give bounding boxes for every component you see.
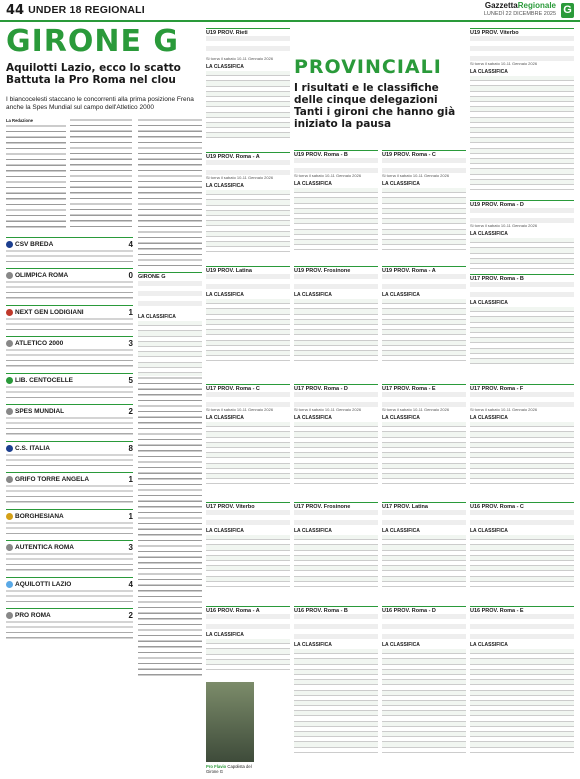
- round-box: [294, 150, 378, 262]
- away-score: 3: [128, 543, 133, 552]
- round-resume-date: Si torna il sabato 10-11 Gennaio 2026: [382, 173, 450, 178]
- standings-rows: [382, 422, 466, 484]
- round-classifica-label: LA CLASSIFICA: [470, 231, 508, 237]
- round-classifica-label: LA CLASSIFICA: [294, 415, 332, 421]
- round-classifica-label: LA CLASSIFICA: [382, 415, 420, 421]
- standings-rows: [294, 649, 378, 753]
- round-box: [206, 606, 290, 678]
- standings-rows: [206, 535, 290, 587]
- away-team: SPES MUNDIAL: [15, 408, 65, 415]
- round-results: [470, 208, 574, 223]
- round-classifica-label: LA CLASSIFICA: [382, 181, 420, 187]
- byline: La Redazione: [6, 118, 33, 123]
- away-score: 2: [128, 611, 133, 620]
- standings-rows: [206, 190, 290, 252]
- player-photo: [206, 682, 254, 762]
- standings-rows: [206, 422, 290, 484]
- team-crest-icon: [6, 309, 13, 316]
- round-box: [294, 606, 378, 766]
- page-number: 44: [6, 2, 25, 18]
- home-team: CSV BREDA: [15, 241, 54, 248]
- round-results: [470, 392, 574, 407]
- left-article-body: [6, 118, 66, 230]
- round-classifica-label: LA CLASSIFICA: [294, 292, 332, 298]
- home-team: BORGHESIANA: [15, 513, 64, 520]
- round-results: [470, 282, 574, 297]
- standings-rows: [206, 71, 290, 138]
- round-results: [382, 614, 466, 639]
- away-team: ATLETICO 2000: [15, 340, 64, 347]
- team-crest-icon: [6, 581, 13, 588]
- match-block: [6, 441, 133, 506]
- girone-kicker: GIRONE G: [6, 24, 180, 59]
- round-box: [382, 150, 466, 262]
- round-title: U19 PROV. Roma - B: [294, 152, 348, 158]
- round-box: [470, 606, 574, 766]
- team-crest-icon: [6, 408, 13, 415]
- left-article-deck: I biancocelesti staccano le concorrenti alla prima posizione Frena anche la Spes Mundial sul campo dell'Atletico 2000: [6, 96, 194, 111]
- round-results: [470, 36, 574, 61]
- round-title: U17 PROV. Latina: [382, 504, 428, 510]
- match-block: [6, 237, 133, 302]
- round-box: [470, 502, 574, 602]
- match-filler: [6, 453, 133, 469]
- team-crest-icon: [6, 513, 13, 520]
- round-box: [206, 384, 290, 496]
- match-filler: [6, 317, 133, 333]
- round-results: [294, 392, 378, 407]
- round-title: U16 PROV. Roma - E: [470, 608, 524, 614]
- round-resume-date: Si torna il sabato 10-11 Gennaio 2026: [294, 407, 362, 412]
- standings-rows: [294, 535, 378, 587]
- away-team: AUTENTICA ROMA: [15, 544, 74, 551]
- round-box: [206, 28, 290, 148]
- match-away: [6, 540, 133, 552]
- girone-g-results: [138, 281, 202, 311]
- round-classifica-label: LA CLASSIFICA: [206, 183, 244, 189]
- round-box: [294, 266, 378, 378]
- round-classifica-label: LA CLASSIFICA: [206, 292, 244, 298]
- round-results: [470, 614, 574, 639]
- round-classifica-label: LA CLASSIFICA: [382, 292, 420, 298]
- match-block: [6, 373, 133, 438]
- round-classifica-label: LA CLASSIFICA: [382, 642, 420, 648]
- left-article-body-2: [70, 118, 132, 230]
- standings-rows: [470, 649, 574, 753]
- round-resume-date: Si torna il sabato 10-11 Gennaio 2026: [382, 407, 450, 412]
- match-home: [6, 373, 133, 385]
- round-title: U17 PROV. Roma - D: [294, 386, 348, 392]
- round-resume-date: Si torna il sabato 10-11 Gennaio 2026: [470, 61, 538, 66]
- round-box: [206, 266, 290, 378]
- round-classifica-label: LA CLASSIFICA: [470, 528, 508, 534]
- match-home: [6, 577, 133, 589]
- round-box: [382, 606, 466, 766]
- match-filler: [6, 385, 133, 401]
- left-article-title: Aquilotti Lazio, ecco lo scatto Battuta la Pro Roma nel clou: [6, 62, 181, 86]
- team-crest-icon: [6, 340, 13, 347]
- round-box: [206, 502, 290, 602]
- round-results: [206, 274, 290, 289]
- standings-rows: [294, 422, 378, 484]
- round-title: U16 PROV. Roma - A: [206, 608, 260, 614]
- round-title: U19 PROV. Frosinone: [294, 268, 351, 274]
- away-score: 0: [128, 271, 133, 280]
- home-team: AQUILOTTI LAZIO: [15, 581, 72, 588]
- round-results: [382, 274, 466, 289]
- round-title: U17 PROV. Roma - B: [470, 276, 524, 282]
- round-box: [470, 200, 574, 270]
- round-box: [206, 152, 290, 262]
- away-score: 3: [128, 339, 133, 348]
- round-results: [294, 510, 378, 525]
- match-away: [6, 472, 133, 484]
- round-title: U19 PROV. Roma - C: [382, 152, 436, 158]
- match-filler: [6, 416, 133, 438]
- match-block: [6, 509, 133, 574]
- round-title: U17 PROV. Viterbo: [206, 504, 255, 510]
- match-filler: [6, 348, 133, 370]
- match-filler: [6, 589, 133, 605]
- round-results: [382, 510, 466, 525]
- home-score: 4: [128, 580, 133, 589]
- girone-g-title: GIRONE G: [138, 274, 166, 280]
- round-results: [382, 392, 466, 407]
- photo-caption-text: Capolista del Girone G: [206, 764, 252, 774]
- girone-g-classifica-label: LA CLASSIFICA: [138, 314, 176, 320]
- standings-rows: [470, 238, 574, 269]
- away-team: GRIFO TORRE ANGELA: [15, 476, 90, 483]
- match-home: [6, 305, 133, 317]
- provinciali-kicker: PROVINCIALI: [294, 56, 442, 78]
- standings-rows: [382, 649, 466, 753]
- section-title: UNDER 18 REGIONALI: [28, 4, 145, 16]
- match-away: [6, 336, 133, 348]
- home-score: 4: [128, 240, 133, 249]
- round-classifica-label: LA CLASSIFICA: [206, 528, 244, 534]
- left-article-body-3: [138, 118, 202, 268]
- round-classifica-label: LA CLASSIFICA: [206, 64, 244, 70]
- round-resume-date: Si torna il sabato 10-11 Gennaio 2026: [470, 223, 538, 228]
- round-title: U16 PROV. Roma - C: [470, 504, 524, 510]
- round-classifica-label: LA CLASSIFICA: [382, 528, 420, 534]
- round-resume-date: Si torna il sabato 10-11 Gennaio 2026: [206, 56, 274, 61]
- team-crest-icon: [6, 272, 13, 279]
- round-classifica-label: LA CLASSIFICA: [294, 528, 332, 534]
- round-resume-date: Si torna il sabato 10-11 Gennaio 2026: [294, 173, 362, 178]
- standings-rows: [382, 188, 466, 250]
- standings-rows: [294, 299, 378, 361]
- brand-suffix: Regionale: [517, 1, 556, 10]
- round-classifica-label: LA CLASSIFICA: [294, 181, 332, 187]
- round-title: U19 PROV. Latina: [206, 268, 252, 274]
- standings-rows: [470, 422, 574, 484]
- team-crest-icon: [6, 241, 13, 248]
- round-box: [382, 266, 466, 378]
- round-box: [294, 502, 378, 602]
- team-crest-icon: [6, 377, 13, 384]
- match-filler: [6, 552, 133, 574]
- round-title: U19 PROV. Roma - D: [470, 202, 524, 208]
- standings-rows: [470, 307, 574, 364]
- round-classifica-label: LA CLASSIFICA: [206, 632, 244, 638]
- match-away: [6, 608, 133, 620]
- middle-col-texts: [138, 376, 202, 676]
- round-results: [206, 614, 290, 629]
- brand-logo-icon: G: [561, 3, 574, 18]
- round-title: U19 PROV. Viterbo: [470, 30, 519, 36]
- masthead: [484, 2, 556, 18]
- round-box: [470, 28, 574, 198]
- match-away: [6, 268, 133, 280]
- round-title: U19 PROV. Roma - A: [206, 154, 260, 160]
- standings-rows: [470, 76, 574, 190]
- match-home: [6, 509, 133, 521]
- team-crest-icon: [6, 612, 13, 619]
- match-block: [6, 305, 133, 370]
- standings-rows: [382, 535, 466, 587]
- home-score: 5: [128, 376, 133, 385]
- match-filler: [6, 484, 133, 506]
- round-classifica-label: LA CLASSIFICA: [470, 415, 508, 421]
- round-title: U17 PROV. Roma - F: [470, 386, 524, 392]
- home-score: 1: [128, 512, 133, 521]
- round-box: [470, 274, 574, 378]
- issue-date: LUNEDÌ 22 DICEMBRE 2025: [483, 11, 556, 17]
- away-score: 1: [128, 475, 133, 484]
- home-score: 8: [128, 444, 133, 453]
- round-classifica-label: LA CLASSIFICA: [470, 642, 508, 648]
- standings-rows: [206, 299, 290, 361]
- team-crest-icon: [6, 445, 13, 452]
- round-box: [382, 384, 466, 496]
- round-title: U17 PROV. Roma - E: [382, 386, 436, 392]
- photo-caption: [206, 764, 256, 774]
- girone-g-box: [138, 272, 202, 383]
- standings-rows: [470, 535, 574, 587]
- round-resume-date: Si torna il sabato 10-11 Gennaio 2026: [206, 407, 274, 412]
- match-list: [6, 234, 133, 642]
- round-classifica-label: LA CLASSIFICA: [206, 415, 244, 421]
- standings-rows: [206, 639, 290, 670]
- match-block: [6, 577, 133, 642]
- round-results: [206, 510, 290, 525]
- round-results: [206, 392, 290, 407]
- team-crest-icon: [6, 544, 13, 551]
- round-title: U17 PROV. Roma - C: [206, 386, 260, 392]
- away-score: 2: [128, 407, 133, 416]
- round-results: [382, 158, 466, 173]
- round-title: U16 PROV. Roma - D: [382, 608, 436, 614]
- home-score: 1: [128, 308, 133, 317]
- match-filler: [6, 620, 133, 642]
- match-filler: [6, 280, 133, 302]
- round-box: [294, 384, 378, 496]
- home-team: LIB. CENTOCELLE: [15, 377, 74, 384]
- round-results: [470, 510, 574, 525]
- round-results: [206, 36, 290, 56]
- round-results: [294, 158, 378, 173]
- standings-rows: [294, 188, 378, 250]
- round-results: [294, 614, 378, 639]
- match-away: [6, 404, 133, 416]
- away-team: PRO ROMA: [15, 612, 51, 619]
- round-classifica-label: LA CLASSIFICA: [294, 642, 332, 648]
- round-results: [294, 274, 378, 289]
- right-article-title: I risultati e le classifiche delle cinque delegazioni Tanti i gironi che hanno già iniziato la pausa: [294, 82, 456, 130]
- photo-caption-name: Pro Flavio: [206, 764, 227, 769]
- round-title: U19 PROV. Rieti: [206, 30, 248, 36]
- home-team: C.S. ITALIA: [15, 445, 50, 452]
- standings-rows: [382, 299, 466, 361]
- round-title: U19 PROV. Roma - A: [382, 268, 436, 274]
- match-home: [6, 237, 133, 249]
- home-team: NEXT GEN LODIGIANI: [15, 309, 84, 316]
- round-title: U16 PROV. Roma - B: [294, 608, 348, 614]
- round-title: U17 PROV. Frosinone: [294, 504, 351, 510]
- brand-prefix: Gazzetta: [484, 1, 518, 10]
- match-filler: [6, 249, 133, 265]
- team-crest-icon: [6, 476, 13, 483]
- round-box: [470, 384, 574, 496]
- round-box: [382, 502, 466, 602]
- match-home: [6, 441, 133, 453]
- round-resume-date: Si torna il sabato 10-11 Gennaio 2026: [470, 407, 538, 412]
- round-resume-date: Si torna il sabato 10-11 Gennaio 2026: [206, 175, 274, 180]
- round-classifica-label: LA CLASSIFICA: [470, 69, 508, 75]
- match-filler: [6, 521, 133, 537]
- round-classifica-label: LA CLASSIFICA: [470, 300, 508, 306]
- round-results: [206, 160, 290, 175]
- away-team: OLIMPICA ROMA: [15, 272, 69, 279]
